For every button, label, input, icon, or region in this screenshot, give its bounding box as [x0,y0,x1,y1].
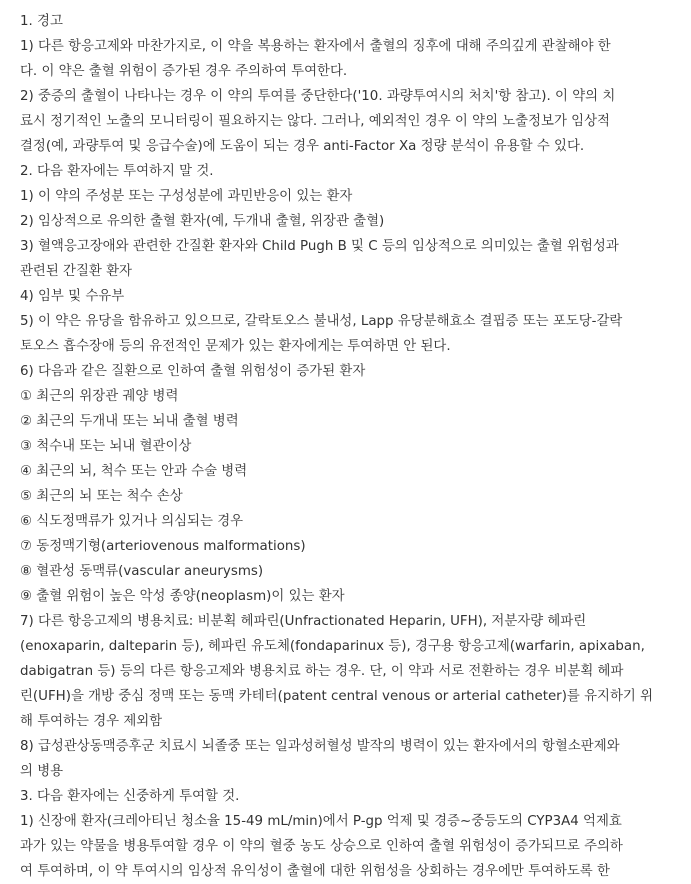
list-item: ⑥ 식도정맥류가 있거나 의심되는 경우 [20,514,244,529]
text-line: (enoxaparin, dalteparin 등), 헤파린 유도체(fondaparinux 등), 경구용 항응고제(warfarin, apixaban, [20,639,645,654]
list-item: ⑤ 최근의 뇌 또는 척수 손상 [20,489,183,504]
section-3-heading: 3. 다음 환자에는 신중하게 투여할 것. [20,789,240,804]
text-line: 1) 이 약의 주성분 또는 구성성분에 과민반응이 있는 환자 [20,189,353,204]
text-line: 7) 다른 항응고제의 병용치료: 비분획 헤파린(Unfractionated Heparin, UFH), 저분자량 헤파린 [20,614,587,629]
list-item: ⑧ 혈관성 동맥류(vascular aneurysms) [20,564,264,579]
text-line: 1) 신장애 환자(크레아티닌 청소율 15-49 mL/min)에서 P-gp 억제 및 경증~중등도의 CYP3A4 억제효 [20,814,622,829]
text-line: 린(UFH)을 개방 중심 정맥 또는 동맥 카테터(patent central venous or arterial catheter)를 유지하기 위 [20,689,654,704]
text-line: 2) 중증의 출혈이 나타나는 경우 이 약의 투여를 중단한다('10. 과량투여시의 처치'항 참고). 이 약의 치 [20,89,616,104]
list-item: ③ 척수내 또는 뇌내 혈관이상 [20,439,192,454]
text-line: 토오스 흡수장애 등의 유전적인 문제가 있는 환자에게는 투여하면 안 된다. [20,339,451,354]
list-item: ② 최근의 두개내 또는 뇌내 출혈 병력 [20,414,239,429]
text-line: 과가 있는 약물을 병용투여할 경우 이 약의 혈중 농도 상승으로 인하여 출혈 위험성이 증가되므로 주의하 [20,839,623,854]
text-line: 료시 정기적인 노출의 모니터링이 필요하지는 않다. 그러나, 예외적인 경우 이 약의 노출정보가 임상적 [20,114,610,129]
text-line: 4) 임부 및 수유부 [20,289,125,304]
text-line: 6) 다음과 같은 질환으로 인하여 출혈 위험성이 증가된 환자 [20,364,366,379]
list-item: ④ 최근의 뇌, 척수 또는 안과 수술 병력 [20,464,248,479]
text-line: 다. 이 약은 출혈 위험이 증가된 경우 주의하여 투여한다. [20,64,348,79]
list-item: ⑦ 동정맥기형(arteriovenous malformations) [20,539,306,554]
list-item: ⑨ 출혈 위험이 높은 악성 종양(neoplasm)이 있는 환자 [20,589,345,604]
text-line: 결정(예, 과량투여 및 응급수술)에 도움이 되는 경우 anti-Factor Xa 정량 분석이 유용할 수 있다. [20,139,585,154]
text-line: 의 병용 [20,764,64,779]
text-line: 5) 이 약은 유당을 함유하고 있으므로, 갈락토오스 불내성, Lapp 유당분해효소 결핍증 또는 포도당-갈락 [20,314,623,329]
section-2-heading: 2. 다음 환자에는 투여하지 말 것. [20,164,214,179]
text-line: 2) 임상적으로 유의한 출혈 환자(예, 두개내 출혈, 위장관 출혈) [20,214,385,229]
text-line: 관련된 간질환 환자 [20,264,132,279]
text-line: 3) 혈액응고장애와 관련한 간질환 환자와 Child Pugh B 및 C 등의 임상적으로 의미있는 출혈 위험성과 [20,239,619,254]
text-line: 해 투여하는 경우 제외함 [20,714,163,729]
text-line: dabigatran 등) 등의 다른 항응고제와 병용치료 하는 경우. 단, 이 약과 서로 전환하는 경우 비분획 헤파 [20,664,624,679]
text-line: 1) 다른 항응고제와 마찬가지로, 이 약을 복용하는 환자에서 출혈의 징후에 대해 주의깊게 관찰해야 한 [20,39,611,54]
text-line: 여 투여하며, 이 약 투여시의 임상적 유익성이 출혈에 대한 위험성을 상회하는 경우에만 투여하도록 한 [20,864,610,879]
list-item: ① 최근의 위장관 궤양 병력 [20,389,179,404]
section-1-heading: 1. 경고 [20,14,63,29]
text-line: 8) 급성관상동맥증후군 치료시 뇌졸중 또는 일과성허혈성 발작의 병력이 있는 환자에서의 항혈소판제와 [20,739,620,754]
